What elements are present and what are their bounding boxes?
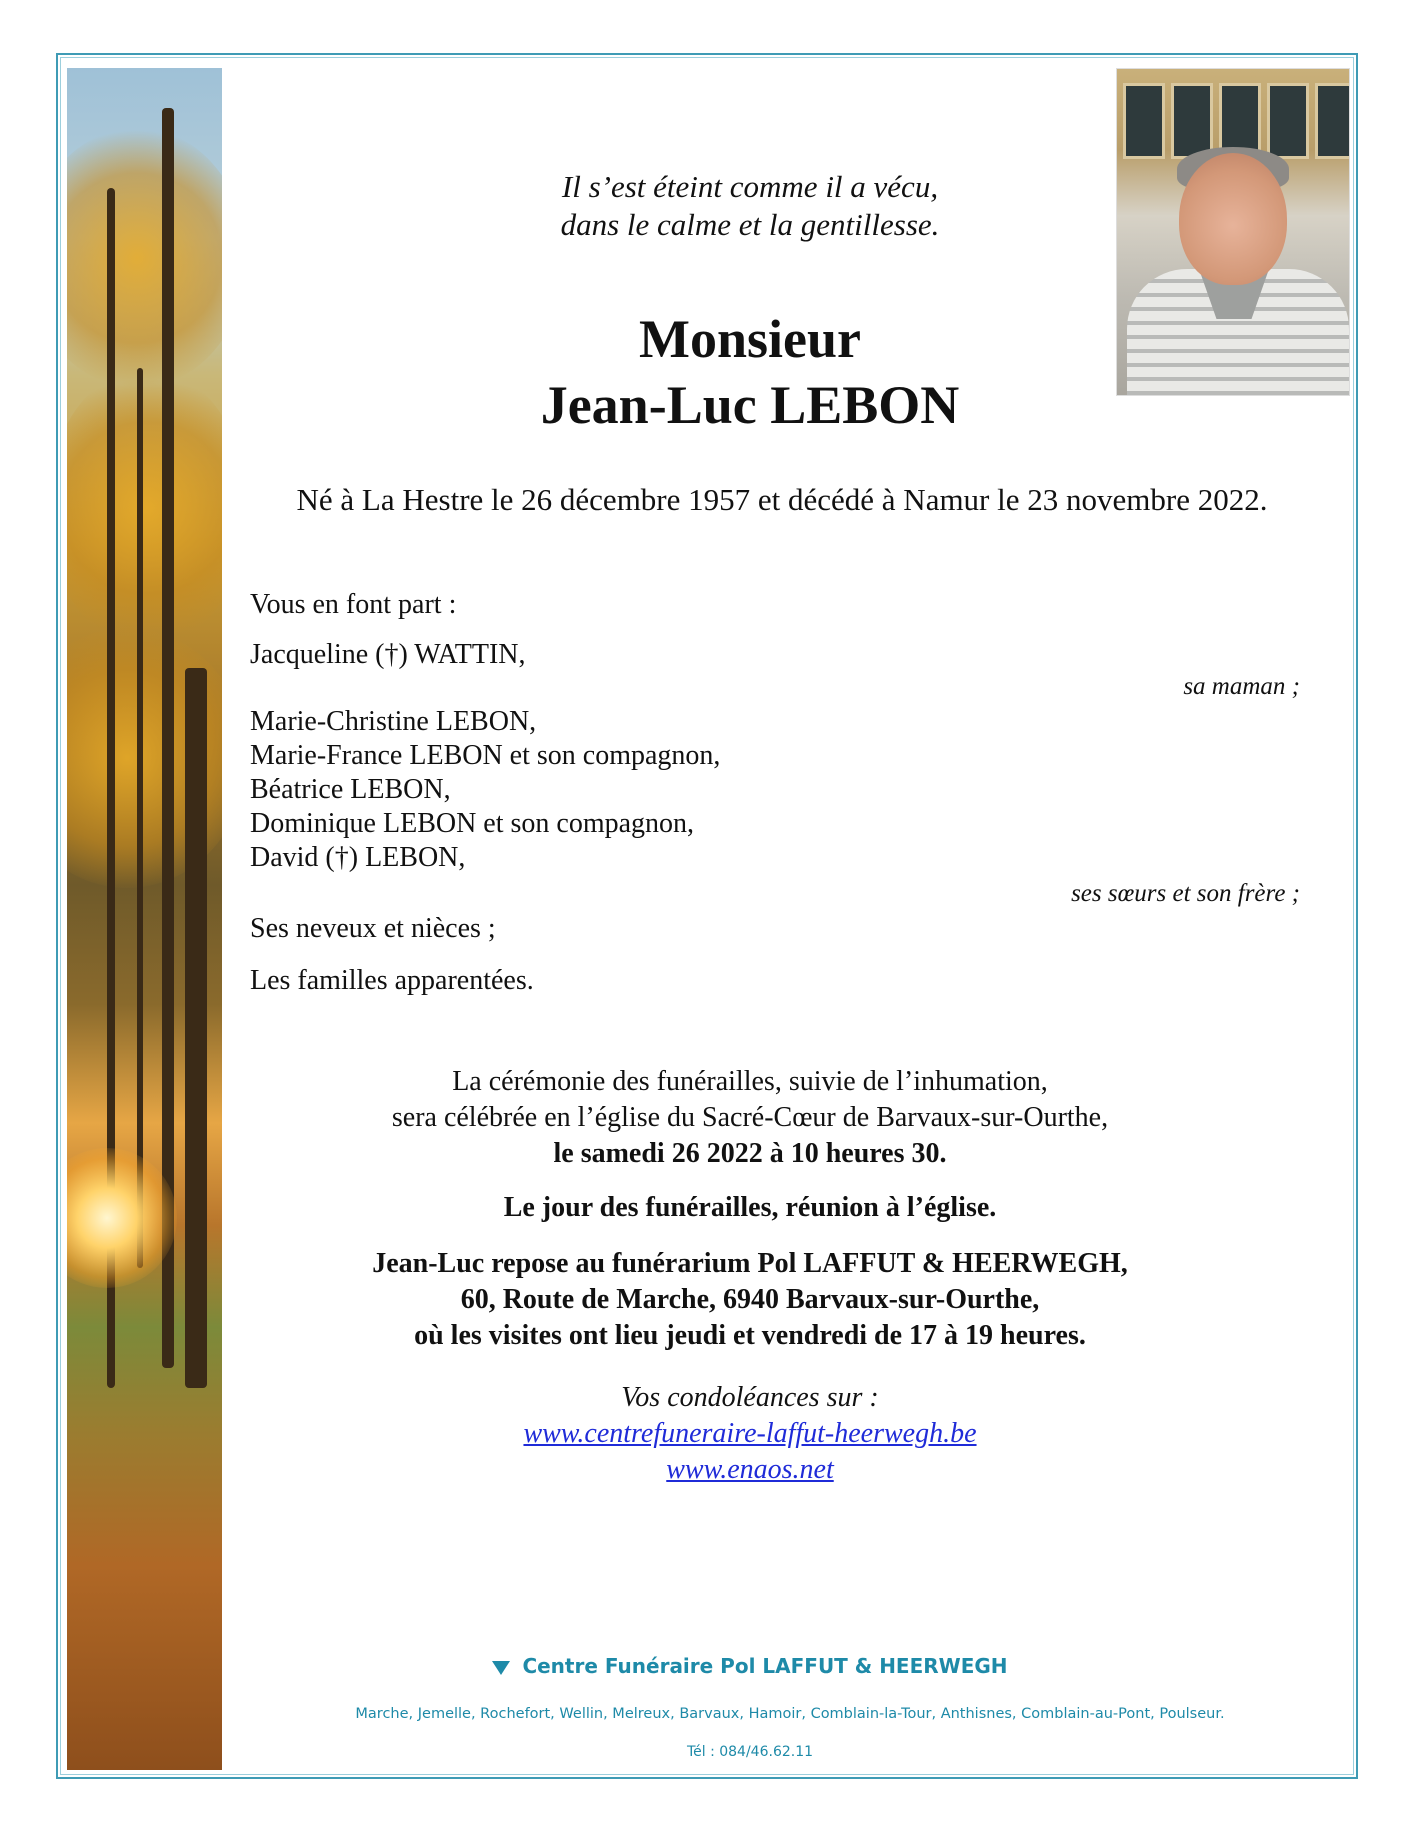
rest-line-3: où les visites ont lieu jeudi et vendredi de 17 à 19 heures.: [414, 1320, 1086, 1351]
condolences: [300, 1380, 1200, 1488]
funeral-home-name-text: Centre Funéraire Pol LAFFUT & HEERWEGH: [522, 1654, 1008, 1678]
salutation: Monsieur: [639, 309, 861, 369]
family-relatives: Les familles apparentées.: [250, 965, 534, 996]
autumn-forest-image: [67, 68, 222, 1770]
birth-death-line: Né à La Hestre le 26 décembre 1957 et décédé à Namur le 23 novembre 2022.: [296, 482, 1268, 517]
funeral-home-phone: Tél : 084/46.62.11: [686, 1744, 814, 1760]
condolences-label: Vos condoléances sur :: [621, 1382, 879, 1413]
rest-line-2: 60, Route de Marche, 6940 Barvaux-sur-Ourthe,: [460, 1284, 1040, 1315]
funerarium-info: [300, 1246, 1200, 1354]
deceased-name: Jean-Luc LEBON: [540, 375, 960, 435]
family-intro: Vous en font part :: [250, 589, 457, 620]
funeral-home-towns: Marche, Jemelle, Rochefort, Wellin, Melreux, Barvaux, Hamoir, Comblain-la-Tour, Anthisnes, Comblain-au-Pont, Poulseur.: [355, 1706, 1225, 1722]
condolences-link-enaos[interactable]: www.enaos.net: [666, 1454, 834, 1485]
epitaph-line-1: Il s’est éteint comme il a vécu,: [561, 169, 939, 204]
sibling: Dominique LEBON et son compagnon,: [250, 808, 695, 839]
triangle-down-icon: [492, 1661, 510, 1675]
family-nephews: Ses neveux et nièces ;: [250, 913, 496, 944]
siblings-relation: ses sœurs et son frère ;: [1071, 880, 1300, 907]
epitaph: [480, 168, 1020, 244]
sun-glow: [67, 1148, 177, 1288]
sibling: Béatrice LEBON,: [250, 774, 451, 805]
ceremony-line-1: La cérémonie des funérailles, suivie de l’inhumation,: [452, 1066, 1048, 1097]
deceased-name-heading: [400, 306, 1100, 438]
sibling: Marie-Christine LEBON,: [250, 706, 537, 737]
ceremony-date: le samedi 26 2022 à 10 heures 30.: [553, 1138, 947, 1169]
funeral-home-name: [300, 1654, 1200, 1678]
sibling: Marie-France LEBON et son compagnon,: [250, 740, 721, 771]
portrait-photo: [1116, 68, 1350, 396]
mother-relation: sa maman ;: [1183, 673, 1300, 700]
meeting-info: Le jour des funérailles, réunion à l’église.: [503, 1192, 997, 1223]
rest-line-1: Jean-Luc repose au funérarium Pol LAFFUT & HEERWEGH,: [372, 1248, 1128, 1279]
ceremony-line-2: sera célébrée en l’église du Sacré-Cœur de Barvaux-sur-Ourthe,: [391, 1102, 1109, 1133]
ceremony-info: [300, 1064, 1200, 1172]
family-mother: Jacqueline (†) WATTIN,: [250, 639, 526, 670]
siblings-list: [250, 705, 720, 875]
condolences-link-laffut[interactable]: www.centrefuneraire-laffut-heerwegh.be: [523, 1418, 977, 1449]
epitaph-line-2: dans le calme et la gentillesse.: [560, 207, 940, 242]
sibling: David (†) LEBON,: [250, 842, 466, 873]
